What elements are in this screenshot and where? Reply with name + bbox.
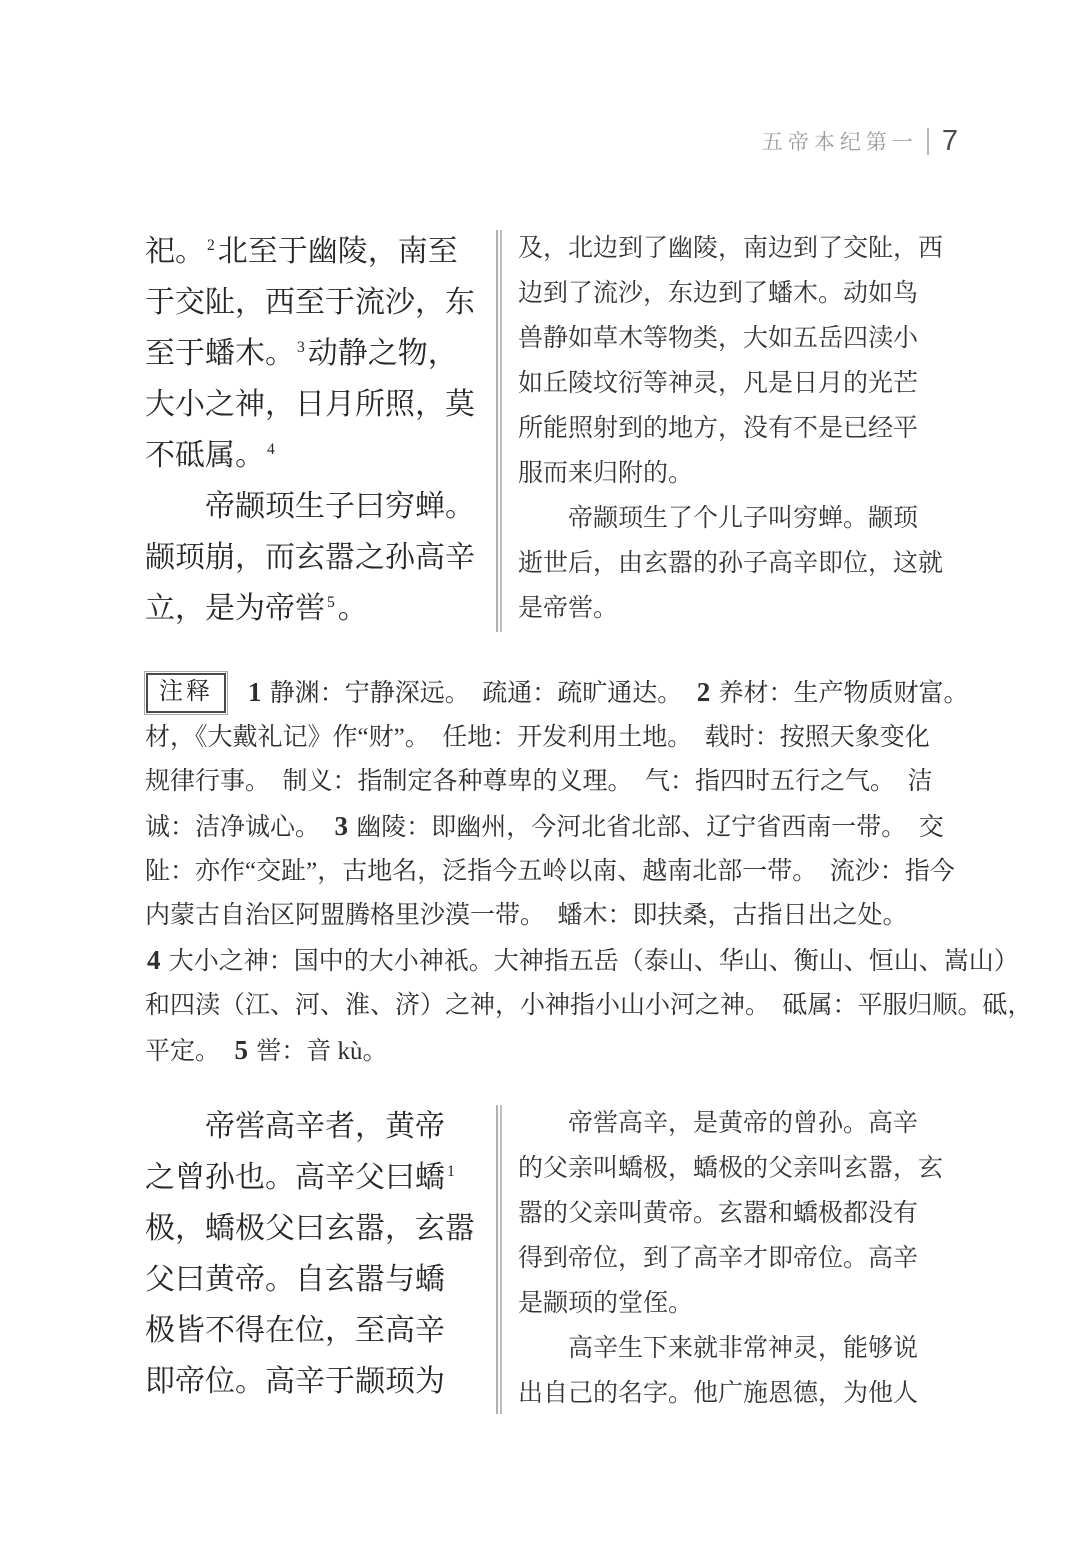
footnote-ref: 4 — [267, 441, 275, 458]
text-line: 边到了流沙，东边到了蟠木。动如鸟 — [518, 280, 919, 307]
note-number: 2 — [696, 677, 711, 707]
text-line: 的父亲叫蟜极，蟜极的父亲叫玄嚣，玄 — [518, 1155, 944, 1182]
text-line: 嚣的父亲叫黄帝。玄嚣和蟜极都没有 — [518, 1200, 919, 1227]
text-line: 出自己的名字。他广施恩德，为他人 — [518, 1380, 919, 1407]
text-line: 帝喾高辛者，黄帝 — [205, 1110, 445, 1143]
text-line: 内蒙古自治区阿盟腾格里沙漠一带。 蟠木：即扶桑，古指日出之处。 — [145, 902, 908, 929]
notes-section — [145, 670, 1033, 1074]
running-header — [762, 126, 958, 156]
text-line: 大小之神，日月所照，莫 — [145, 388, 475, 421]
text-line: 平定。 5 喾：音 kù。 — [145, 1035, 388, 1065]
text-line: 和四渎（江、河、淮、济）之神，小神指小山小河之神。 砥属：平服归顺。砥， — [145, 992, 1033, 1019]
paragraph — [145, 1101, 475, 1407]
text-line: 父曰黄帝。自玄嚣与蟜 — [145, 1263, 445, 1296]
classical-text-column — [145, 1101, 475, 1416]
text-line: 高辛生下来就非常神灵，能够说 — [568, 1335, 919, 1362]
text-line: 之曾孙也。高辛父曰蟜 $^1$ — [145, 1161, 455, 1194]
paragraph — [145, 226, 475, 481]
text-line: 如丘陵坟衍等神灵，凡是日月的光芒 — [518, 370, 919, 397]
text-line: 规律行事。 制义：指制定各种尊卑的义理。 气：指四时五行之气。 洁 — [145, 768, 933, 795]
text-line: 不砥属。 $^4$ — [145, 439, 275, 472]
text-line: 颛顼崩，而玄嚣之孙高辛 — [145, 541, 475, 574]
text-line: 及，北边到了幽陵，南边到了交阯，西 — [518, 235, 944, 262]
footnote-ref: 2 — [207, 237, 215, 254]
page-number: 7 — [941, 124, 958, 157]
text-line: 极，蟜极父曰玄嚣，玄嚣 — [145, 1212, 475, 1245]
note-number: 5 — [234, 1035, 249, 1065]
text-line: 是帝喾。 — [518, 595, 619, 622]
text-line: 帝喾高辛，是黄帝的曾孙。高辛 — [568, 1110, 919, 1137]
top-section — [145, 226, 962, 634]
note-number: 1 — [248, 677, 262, 707]
text-line: 帝颛顼生了个儿子叫穷蝉。颛顼 — [568, 505, 919, 532]
paragraph — [518, 226, 962, 496]
text-line: 即帝位。高辛于颛顼为 — [145, 1365, 445, 1398]
chapter-title: 五帝本纪第一 — [761, 130, 918, 154]
footnote-ref: 1 — [447, 1163, 455, 1180]
text-line: 诚：洁净诚心。 3 幽陵：即幽州，今河北省北部、辽宁省西南一带。 交 — [145, 811, 944, 841]
text-line: 极皆不得在位，至高辛 — [145, 1314, 445, 1347]
text-line: 得到帝位，到了高辛才即帝位。高辛 — [518, 1245, 919, 1272]
translation-text-column — [518, 226, 962, 634]
translation-text-column — [518, 1101, 962, 1416]
footnote-ref: 3 — [297, 339, 305, 356]
notes-label: 注释 — [146, 673, 226, 713]
text-line: 立，是为帝喾 $^5$ 。 — [145, 592, 368, 625]
bottom-section — [145, 1101, 962, 1416]
text-line: 祀。 $^2$ 北至于幽陵，南至 — [145, 235, 458, 268]
text-line: 材，《大戴礼记》作“财”。 任地：开发利用土地。 载时：按照天象变化 — [145, 724, 930, 751]
paragraph — [518, 1326, 962, 1416]
text-line: 兽静如草木等物类，大如五岳四渎小 — [518, 325, 919, 352]
text-line: 至于蟠木。 $^3$ 动静之物， — [145, 337, 458, 370]
paragraph — [518, 1101, 962, 1326]
text-line: 逝世后，由玄嚣的孙子高辛即位，这就 — [518, 550, 944, 577]
text-line: 是颛顼的堂侄。 — [518, 1290, 694, 1317]
note-number: 4 — [147, 945, 161, 975]
paragraph — [145, 481, 475, 634]
classical-text-column — [145, 226, 475, 634]
notes-body — [145, 670, 1033, 1074]
footnote-ref: 5 — [327, 594, 335, 611]
text-line: 所能照射到的地方，没有不是已经平 — [518, 415, 919, 442]
text-line: 1 静渊：宁静深远。 疏通：疏旷通达。 2 养材：生产物质财富。 — [248, 677, 969, 707]
column-divider — [496, 1105, 502, 1414]
note-number: 3 — [334, 811, 349, 841]
text-line: 帝颛顼生子曰穷蝉。 — [205, 490, 475, 523]
header-separator — [927, 128, 929, 155]
paragraph — [518, 496, 962, 631]
text-line: 服而来归附的。 — [518, 460, 694, 487]
text-line: 4 大小之神：国中的大小神祇。大神指五岳（泰山、华山、衡山、恒山、嵩山） — [147, 945, 1019, 975]
text-line: 阯：亦作“交趾”，古地名，泛指今五岭以南、越南北部一带。 流沙：指今 — [145, 858, 955, 885]
text-line: 于交阯，西至于流沙，东 — [145, 286, 475, 319]
column-divider — [496, 230, 502, 632]
